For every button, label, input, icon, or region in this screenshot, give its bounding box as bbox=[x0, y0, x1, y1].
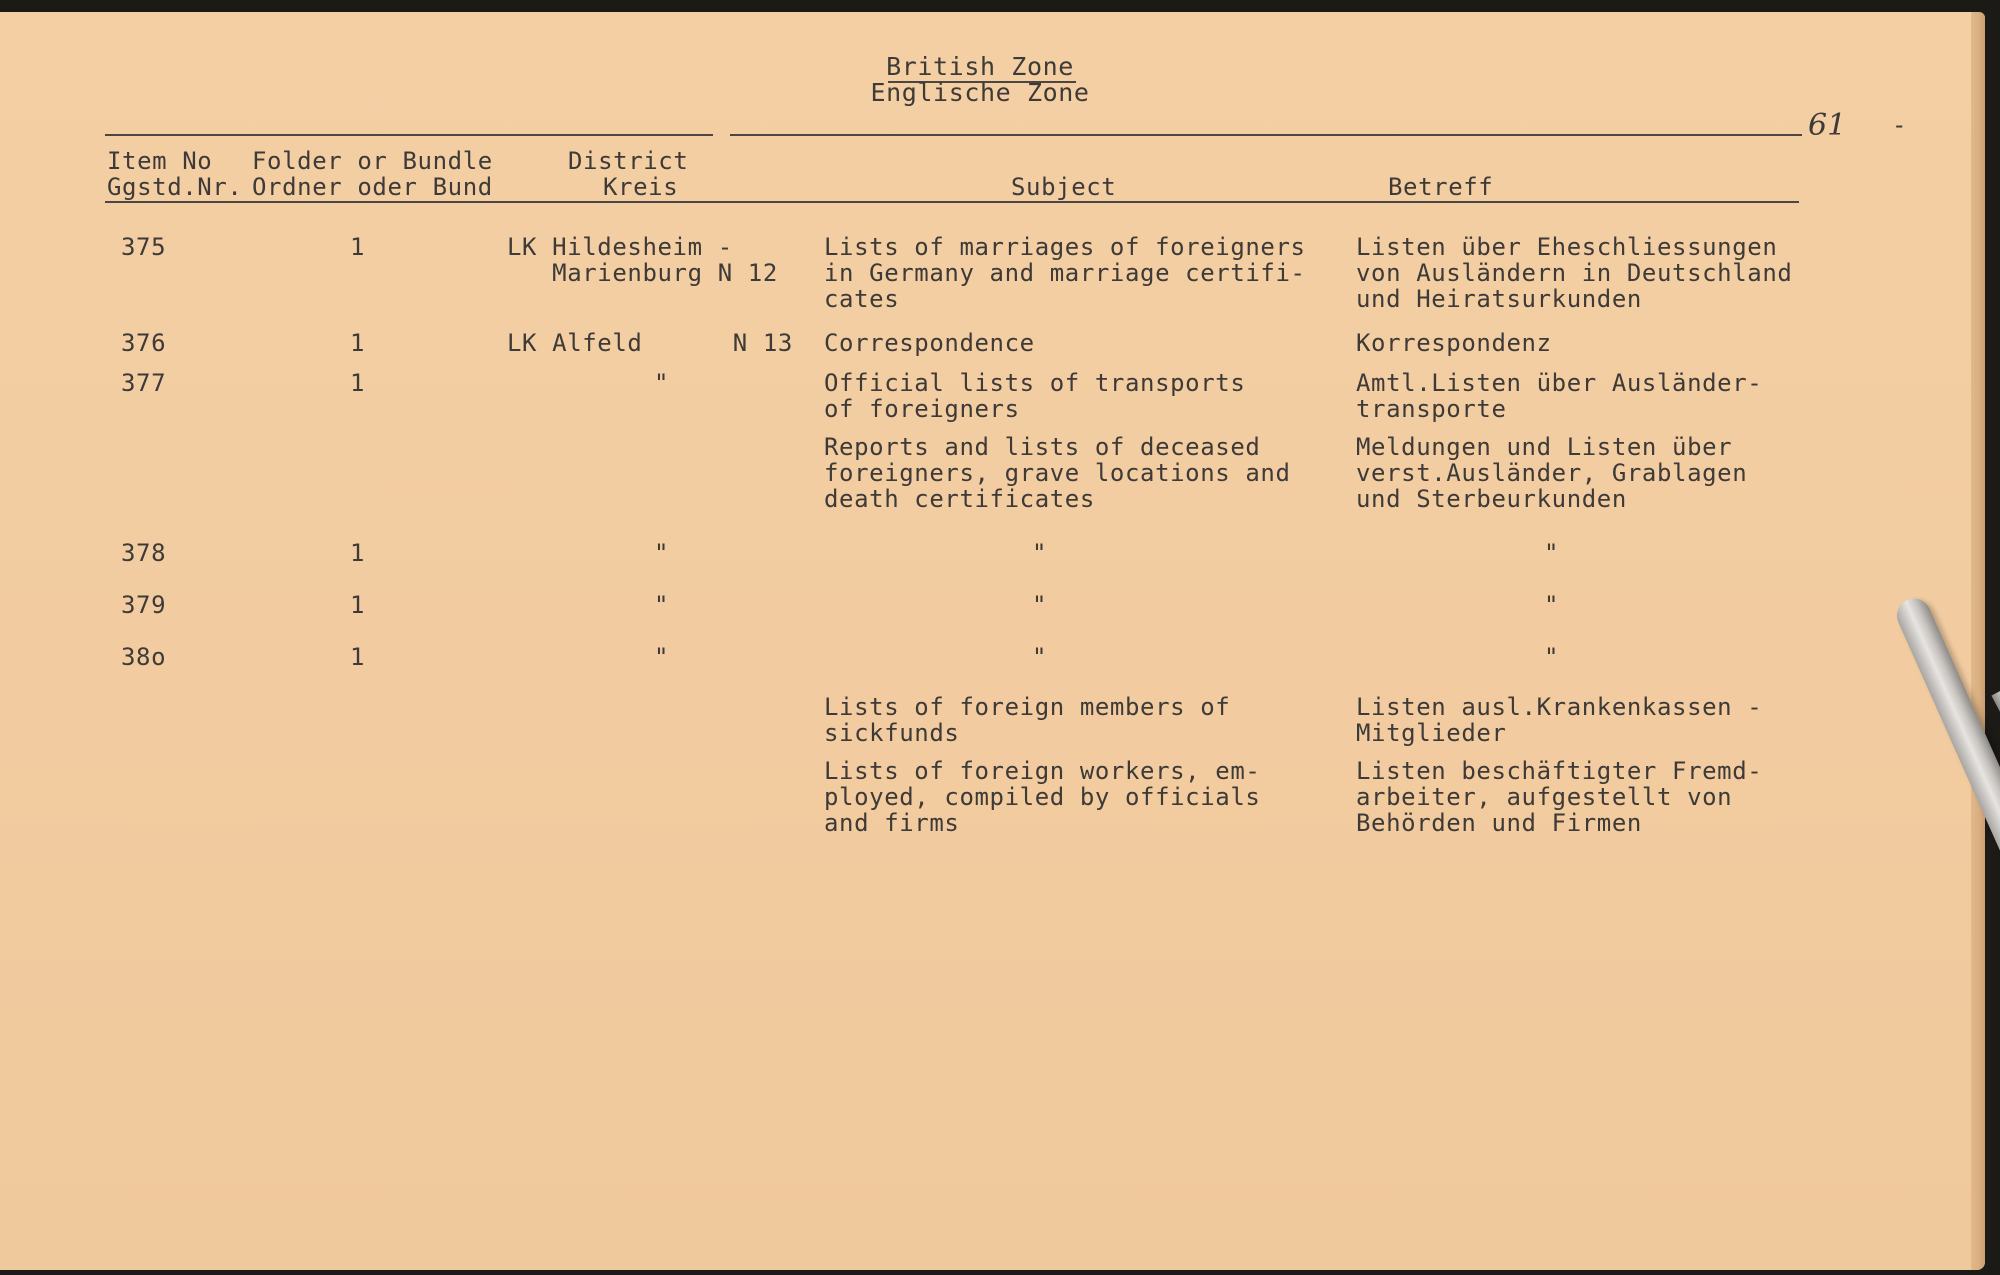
betreff-line: arbeiter, aufgestellt von bbox=[1356, 783, 1733, 811]
betreff-line: von Ausländern in Deutschland bbox=[1356, 259, 1793, 287]
subject-line: of foreigners bbox=[824, 395, 1020, 423]
district-line: LK Alfeld N 13 bbox=[507, 329, 793, 357]
betreff-line: und Heiratsurkunden bbox=[1356, 285, 1642, 313]
col-header-district-en: District bbox=[568, 147, 689, 175]
folder-count: 1 bbox=[350, 233, 366, 261]
subject-line: and firms bbox=[824, 809, 960, 837]
subject-line: Lists of foreign members of bbox=[824, 693, 1231, 721]
betreff-line: " bbox=[1544, 643, 1560, 671]
title-englische-zone: Englische Zone bbox=[870, 78, 1090, 107]
item-number: 376 bbox=[121, 329, 167, 357]
subject-line: " bbox=[1032, 539, 1048, 567]
col-header-item-no-en: Item No bbox=[107, 147, 213, 175]
betreff-line: Listen über Eheschliessungen bbox=[1356, 233, 1778, 261]
betreff-line: Behörden und Firmen bbox=[1356, 809, 1642, 837]
betreff-line: Korrespondenz bbox=[1356, 329, 1552, 357]
folder-count: 1 bbox=[350, 329, 366, 357]
page-edge bbox=[1971, 12, 1985, 1270]
subject-line: ployed, compiled by officials bbox=[824, 783, 1261, 811]
title-british-zone: British Zone bbox=[886, 52, 1074, 81]
item-number: 38o bbox=[121, 643, 167, 671]
betreff-line: Amtl.Listen über Ausländer- bbox=[1356, 369, 1763, 397]
item-number: 378 bbox=[121, 539, 167, 567]
betreff-line: transporte bbox=[1356, 395, 1507, 423]
col-header-subject: Subject bbox=[1011, 173, 1117, 201]
subject-line: sickfunds bbox=[824, 719, 960, 747]
col-header-district-de: Kreis bbox=[603, 173, 679, 201]
subject-line: cates bbox=[824, 285, 900, 313]
subject-line: Lists of marriages of foreigners bbox=[824, 233, 1306, 261]
item-number: 377 bbox=[121, 369, 167, 397]
page-number: 61 bbox=[1808, 108, 1847, 143]
header-rule-right bbox=[730, 134, 1802, 136]
item-number: 375 bbox=[121, 233, 167, 261]
col-header-item-no-de: Ggstd.Nr. bbox=[107, 173, 243, 201]
betreff-line: und Sterbeurkunden bbox=[1356, 485, 1627, 513]
folder-count: 1 bbox=[350, 591, 366, 619]
betreff-line: Listen ausl.Krankenkassen - bbox=[1356, 693, 1763, 721]
subject-line: Lists of foreign workers, em- bbox=[824, 757, 1261, 785]
betreff-line: " bbox=[1544, 591, 1560, 619]
edge-mark: - bbox=[1892, 111, 1908, 139]
betreff-line: " bbox=[1544, 539, 1560, 567]
subject-line: death certificates bbox=[824, 485, 1095, 513]
col-header-betreff: Betreff bbox=[1388, 173, 1494, 201]
district-line: " bbox=[654, 369, 670, 397]
district-line: " bbox=[654, 643, 670, 671]
district-line: LK Hildesheim - bbox=[507, 233, 733, 261]
folder-count: 1 bbox=[350, 539, 366, 567]
betreff-line: Listen beschäftigter Fremd- bbox=[1356, 757, 1763, 785]
district-line: " bbox=[654, 591, 670, 619]
document-page bbox=[0, 12, 1985, 1270]
subject-line: " bbox=[1032, 643, 1048, 671]
subject-line: Official lists of transports bbox=[824, 369, 1246, 397]
betreff-line: Mitglieder bbox=[1356, 719, 1507, 747]
subject-line: in Germany and marriage certifi- bbox=[824, 259, 1306, 287]
district-line: " bbox=[654, 539, 670, 567]
subject-line: Correspondence bbox=[824, 329, 1035, 357]
folder-count: 1 bbox=[350, 643, 366, 671]
betreff-line: verst.Ausländer, Grablagen bbox=[1356, 459, 1748, 487]
column-header-rule bbox=[105, 201, 1799, 203]
item-number: 379 bbox=[121, 591, 167, 619]
subject-line: foreigners, grave locations and bbox=[824, 459, 1291, 487]
col-header-folder-de: Ordner oder Bund bbox=[252, 173, 493, 201]
header-rule-left bbox=[105, 134, 713, 136]
folder-count: 1 bbox=[350, 369, 366, 397]
subject-line: " bbox=[1032, 591, 1048, 619]
subject-line: Reports and lists of deceased bbox=[824, 433, 1261, 461]
betreff-line: Meldungen und Listen über bbox=[1356, 433, 1733, 461]
district-line: Marienburg N 12 bbox=[507, 259, 778, 287]
tweezer-tool-arm bbox=[1991, 684, 2000, 1119]
col-header-folder-en: Folder or Bundle bbox=[252, 147, 493, 175]
